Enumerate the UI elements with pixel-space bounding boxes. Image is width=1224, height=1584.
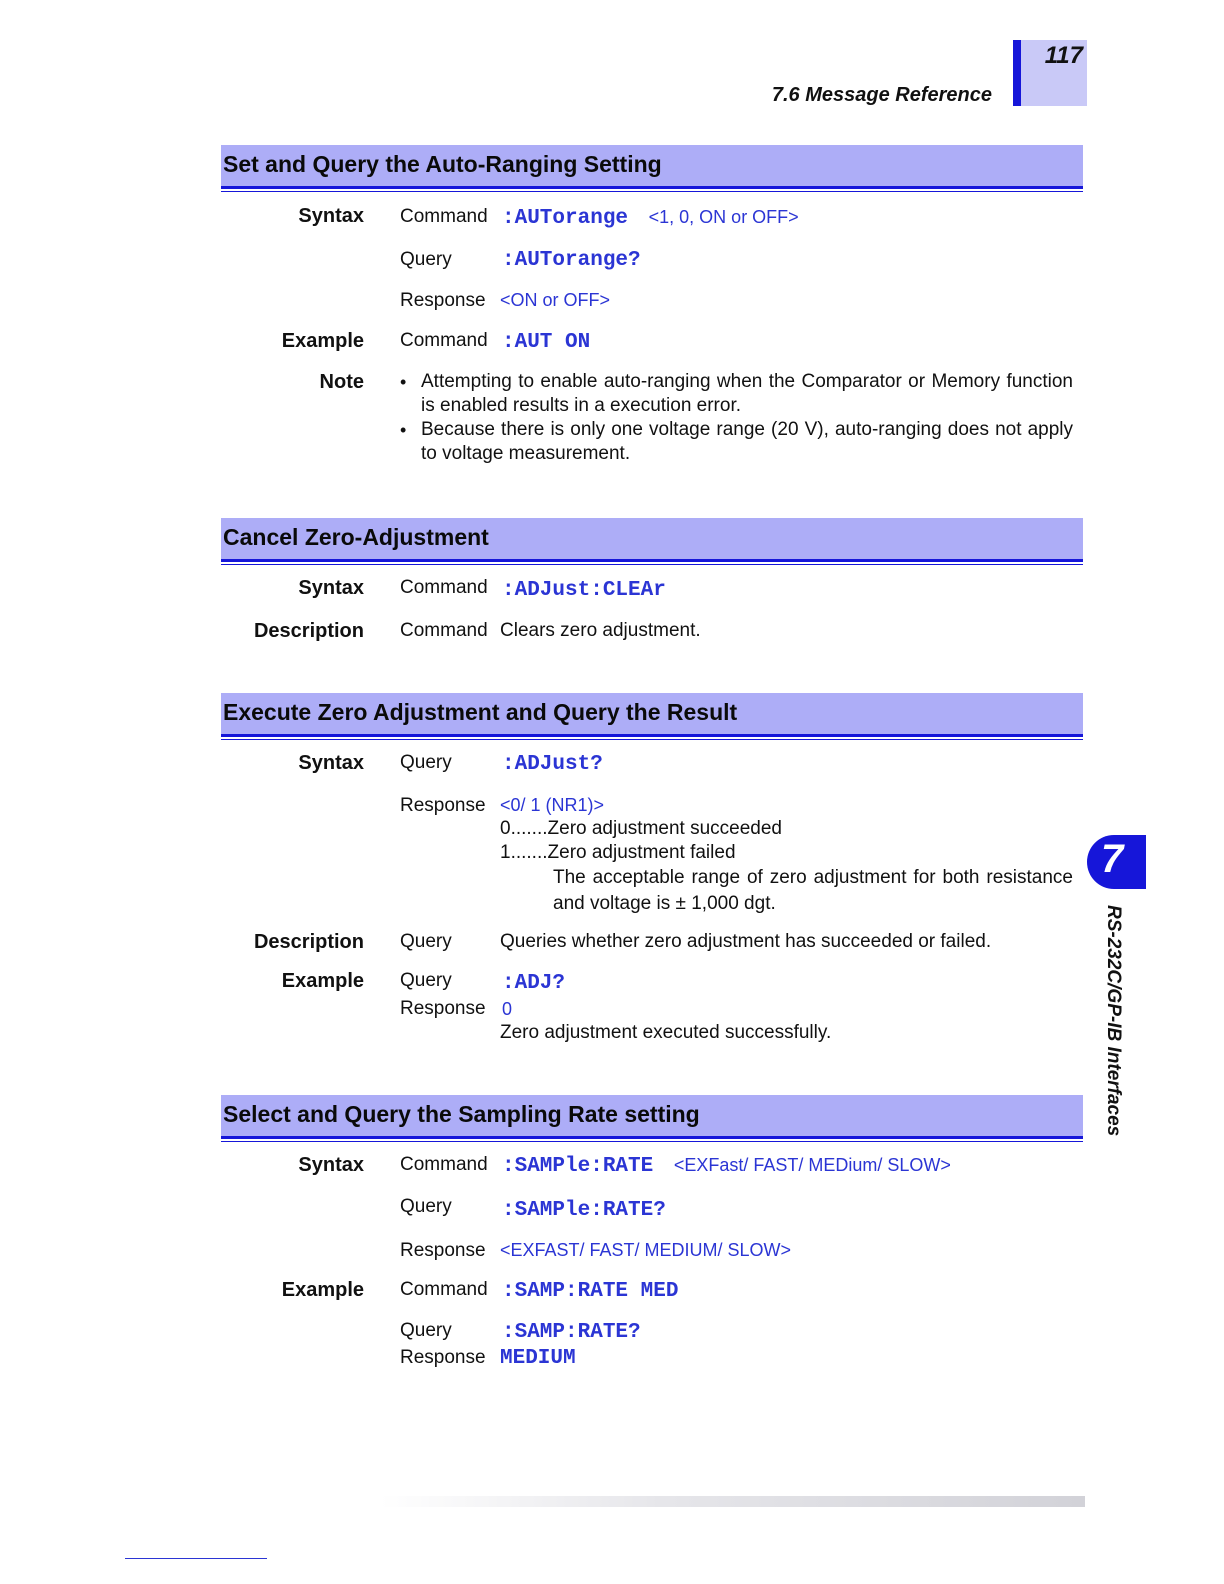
description-label: Description	[253, 931, 364, 953]
section-title: Set and Query the Auto-Ranging Setting	[223, 151, 662, 177]
section-title: Execute Zero Adjustment and Query the Result	[223, 699, 738, 725]
syntax-label: Syntax	[298, 752, 364, 774]
query-code: :SAMPle:RATE?	[502, 1199, 666, 1222]
example-label: Example	[281, 1279, 364, 1301]
example-query-code: :ADJ?	[502, 972, 566, 995]
example-response-text: Zero adjustment executed successfully.	[500, 1022, 832, 1043]
command-label: Command	[400, 1154, 488, 1175]
response-note: The acceptable range of zero adjustment for both resistance and voltage is ± 1,000 dgt.	[553, 867, 1073, 914]
response-line: 0.......Zero adjustment succeeded	[500, 818, 782, 839]
note-item: Because there is only one voltage range (20 V), auto-ranging does not apply to voltage measurement.	[421, 419, 1073, 464]
response-label: Response	[400, 1240, 486, 1261]
query-label: Query	[400, 249, 452, 270]
section-rule	[221, 564, 1083, 565]
response-label: Response	[400, 795, 486, 816]
syntax-label: Syntax	[298, 205, 364, 227]
section-rule	[221, 1141, 1083, 1142]
example-command-code: :AUT ON	[502, 331, 591, 354]
section-rule	[221, 559, 1083, 562]
command-code-text: :AUTorange	[502, 207, 629, 230]
syntax-label: Syntax	[298, 1154, 364, 1176]
query-label: Query	[400, 931, 452, 952]
query-code: :ADJust?	[502, 753, 603, 776]
response-label: Response	[400, 1347, 486, 1368]
section-heading	[221, 518, 1083, 560]
example-response-code: MEDIUM	[500, 1347, 576, 1370]
command-code: :ADJust:CLEAr	[502, 579, 666, 602]
command-label: Command	[400, 1279, 488, 1300]
command-label: Command	[400, 330, 488, 351]
command-label: Command	[400, 206, 488, 227]
description-text: Clears zero adjustment.	[500, 620, 701, 641]
section-rule	[221, 1136, 1083, 1139]
example-query-code: :SAMP:RATE?	[502, 1321, 641, 1344]
example-command-code: :SAMP:RATE MED	[502, 1280, 679, 1303]
section-rule	[221, 186, 1083, 189]
running-title: 7.6 Message Reference	[771, 84, 992, 106]
response-format: <ON or OFF>	[500, 290, 611, 310]
query-label: Query	[400, 970, 452, 991]
syntax-label: Syntax	[298, 577, 364, 599]
section-heading	[221, 693, 1083, 735]
section-title: Cancel Zero-Adjustment	[223, 524, 489, 550]
response-format: <0/ 1 (NR1)>	[500, 795, 605, 815]
command-code	[502, 1155, 951, 1178]
command-label: Command	[400, 577, 488, 598]
response-label: Response	[400, 998, 486, 1019]
query-label: Query	[400, 1320, 452, 1341]
chapter-tab	[1087, 835, 1146, 889]
note-label: Note	[319, 371, 364, 393]
chapter-title: RS-232C/GP-IB Interfaces	[1103, 905, 1124, 1137]
description-text: Queries whether zero adjustment has succeeded or failed.	[500, 931, 992, 952]
bullet: •	[400, 372, 407, 392]
command-code	[502, 207, 799, 230]
section-rule	[221, 734, 1083, 737]
query-label: Query	[400, 1196, 452, 1217]
response-format: <EXFAST/ FAST/ MEDIUM/ SLOW>	[500, 1240, 792, 1260]
section-rule	[221, 191, 1083, 192]
command-label: Command	[400, 620, 488, 641]
note-item: Attempting to enable auto-ranging when the Comparator or Memory function is enabled results in a execution error.	[421, 371, 1073, 416]
section-rule	[221, 739, 1083, 740]
bullet: •	[400, 420, 407, 440]
footer-line	[125, 1558, 267, 1559]
example-label: Example	[281, 970, 364, 992]
query-label: Query	[400, 752, 452, 773]
page-number: 117	[1044, 42, 1083, 69]
section-title: Select and Query the Sampling Rate setting	[223, 1101, 700, 1127]
section-heading	[221, 1095, 1083, 1137]
response-line: 1.......Zero adjustment failed	[500, 842, 736, 863]
example-response-value: 0	[502, 999, 513, 1019]
chapter-number: 7	[1101, 837, 1124, 881]
command-code-text: :SAMPle:RATE	[502, 1155, 654, 1178]
section-heading	[221, 145, 1083, 187]
command-parameter: <EXFast/ FAST/ MEDium/ SLOW>	[673, 1155, 951, 1175]
command-parameter: <1, 0, ON or OFF>	[648, 207, 799, 227]
response-label: Response	[400, 290, 486, 311]
footer-gradient-bar	[380, 1496, 1085, 1507]
description-label: Description	[253, 620, 364, 642]
example-label: Example	[281, 330, 364, 352]
query-code: :AUTorange?	[502, 249, 641, 272]
